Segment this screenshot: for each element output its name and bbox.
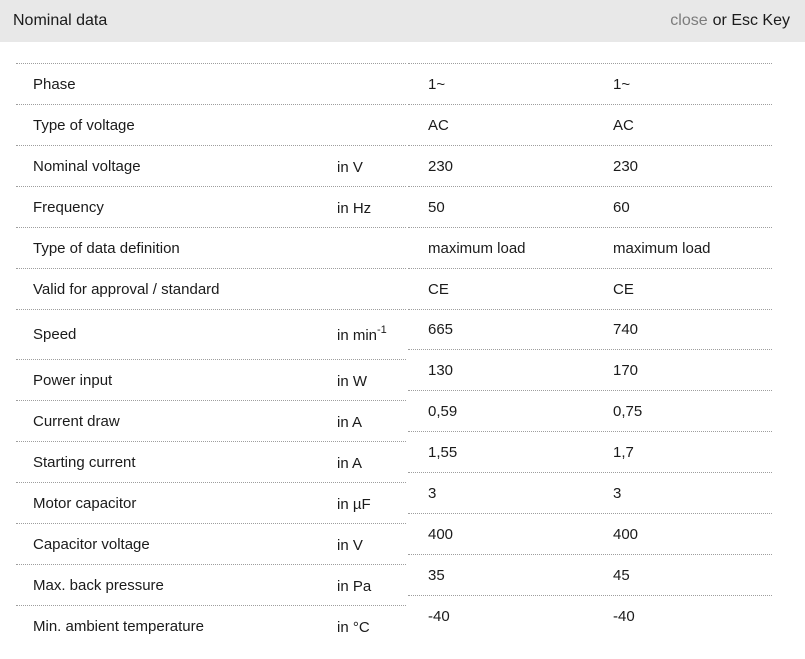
row-unit: in $\min^{-1}$ — [337, 324, 387, 344]
row-label: Type of voltage — [33, 116, 135, 134]
row-value-2: 230 — [613, 157, 639, 175]
row-value-1: -40 — [428, 608, 450, 625]
row-value-1: 400 — [428, 525, 454, 543]
row-value-1: 1,55 — [428, 443, 458, 461]
row-label: Phase — [33, 75, 76, 93]
table-row-label — [16, 565, 406, 606]
table-row-label — [16, 310, 406, 360]
row-label: Power input — [33, 371, 113, 389]
table-row-label — [16, 483, 406, 524]
row-label: Nominal voltage — [33, 157, 141, 175]
table-row-label — [16, 269, 406, 310]
row-value-1: 130 — [428, 361, 454, 379]
row-unit: in Pa — [337, 577, 372, 595]
row-value-1: 3 — [428, 484, 437, 502]
close-area — [670, 12, 790, 30]
row-value-2: CE — [613, 280, 634, 298]
table-row-label — [16, 105, 406, 146]
dialog-title: Nominal data — [13, 12, 108, 29]
esc-key-hint: or Esc Key — [712, 12, 790, 29]
row-unit: in V — [337, 158, 363, 176]
row-label: Valid for approval / standard — [33, 280, 220, 298]
row-unit: in Hz — [337, 199, 372, 217]
dialog-header — [0, 0, 805, 42]
labels-column — [16, 63, 406, 647]
row-value-2: 3 — [613, 484, 622, 502]
row-value-2: 60 — [613, 198, 630, 216]
table-row-values — [408, 146, 772, 187]
row-value-1: 0,59 — [428, 402, 458, 420]
row-label: Type of data definition — [33, 239, 180, 257]
table-row-label — [16, 228, 406, 269]
table-row-values — [408, 187, 772, 228]
row-label: Capacitor voltage — [33, 535, 150, 553]
row-label: Current draw — [33, 412, 120, 430]
row-unit: in µF — [337, 495, 371, 513]
row-label: Frequency — [33, 198, 104, 216]
table-row-label — [16, 606, 406, 647]
row-value-2: 1~ — [613, 75, 631, 93]
row-value-1: AC — [428, 116, 449, 134]
row-value-2: 170 — [613, 361, 639, 379]
table-row-values — [408, 391, 772, 432]
table-row-label — [16, 146, 406, 187]
row-value-2: AC — [613, 116, 634, 134]
row-value-1: 50 — [428, 198, 445, 216]
row-value-2: maximum load — [613, 239, 711, 257]
row-value-2: 0,75 — [613, 402, 643, 420]
table-row-values — [408, 269, 772, 310]
table-row-values — [408, 228, 772, 269]
table-row-values — [408, 555, 772, 596]
table-row-label — [16, 187, 406, 228]
table-row-values — [408, 105, 772, 146]
row-value-2: -40 — [613, 608, 635, 625]
row-unit: in W — [337, 372, 367, 390]
table-row-label — [16, 64, 406, 105]
table-row-label — [16, 401, 406, 442]
table-row-values — [408, 310, 772, 350]
table-row-label — [16, 442, 406, 483]
row-value-2: 45 — [613, 566, 630, 584]
row-value-1: maximum load — [428, 239, 526, 257]
row-value-2: 1,7 — [613, 443, 634, 461]
table-row-values — [408, 432, 772, 473]
row-label: Motor capacitor — [33, 494, 137, 512]
table-row-label — [16, 360, 406, 401]
row-label: Min. ambient temperature — [33, 618, 204, 635]
row-value-2: 740 — [613, 321, 639, 338]
table-row-values — [408, 64, 772, 105]
nominal-data-table — [16, 63, 772, 647]
row-unit: in °C — [337, 619, 370, 636]
close-link[interactable]: close — [670, 12, 708, 29]
row-label: Max. back pressure — [33, 576, 164, 594]
row-value-1: CE — [428, 280, 449, 298]
table-row-values — [408, 473, 772, 514]
row-unit: in A — [337, 413, 363, 431]
row-value-1: 230 — [428, 157, 454, 175]
row-unit: in V — [337, 536, 363, 554]
row-value-1: 35 — [428, 566, 445, 584]
table-row-values — [408, 514, 772, 555]
table-row-label — [16, 524, 406, 565]
table-row-values — [408, 596, 772, 637]
row-value-1: 1~ — [428, 75, 446, 93]
row-label: Starting current — [33, 453, 136, 471]
row-value-1: 665 — [428, 321, 454, 338]
values-column — [408, 63, 772, 637]
row-value-2: 400 — [613, 525, 639, 543]
row-unit: in A — [337, 454, 363, 472]
row-label: Speed — [33, 326, 77, 343]
table-row-values — [408, 350, 772, 391]
